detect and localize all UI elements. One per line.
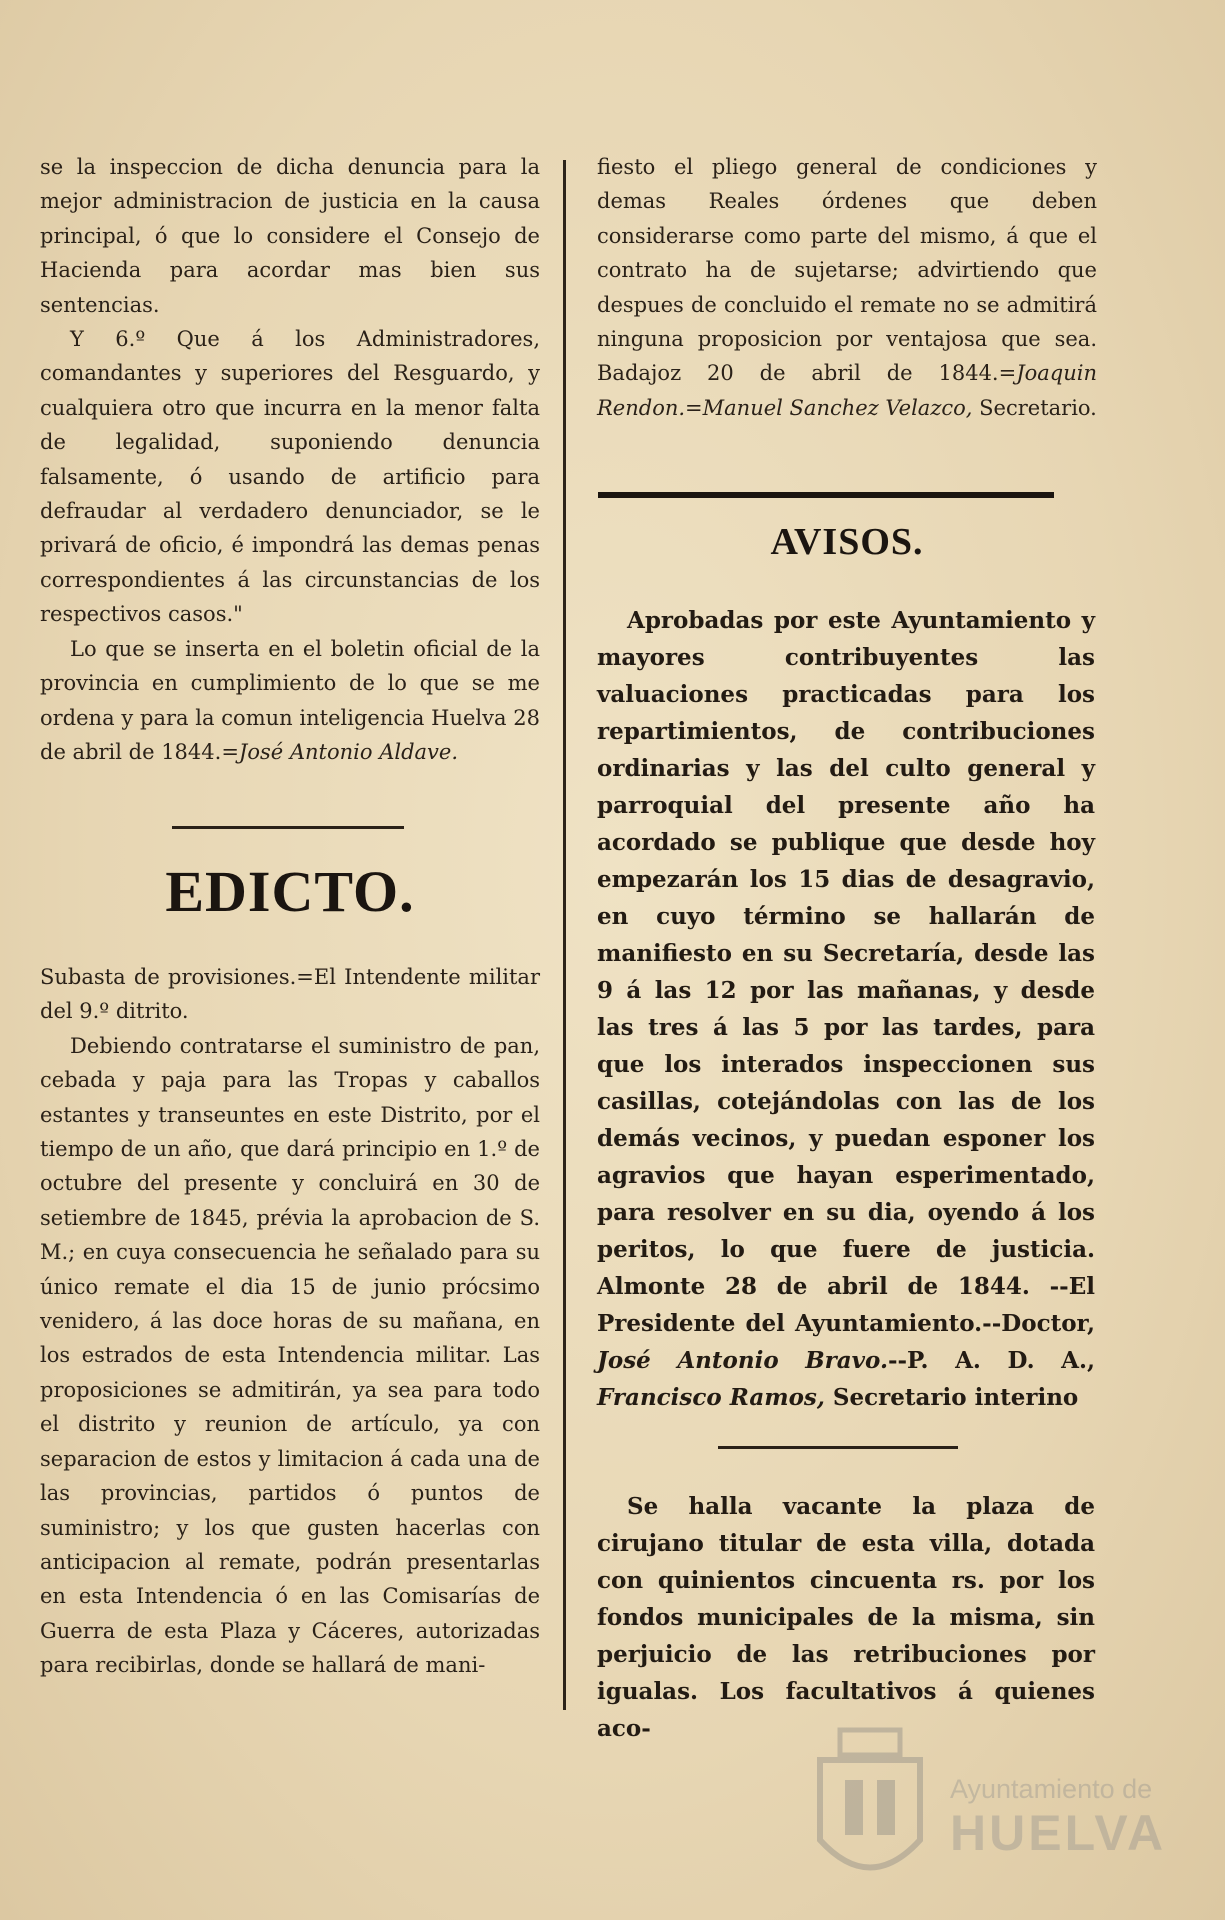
right-continuation xyxy=(597,150,1097,425)
left-paragraph-3-signature: José Antonio Aldave. xyxy=(238,739,459,764)
vacante-notice xyxy=(597,1488,1095,1747)
avisos-paragraph xyxy=(597,602,1095,1416)
edicto-body: Debiendo contratarse el suministro de pan, cebada y paja para las Tropas y caballos estantes y transeuntes en este Distrito, por el tiempo de un año, que dará principio en 1.º de octubre del presente y concluirá en 30 de setiembre de 1845, prévia la aprobacion de S. M.; en cuya consecuencia he señalado para su único remate el dia 15 de junio prócsimo venidero, á las doce horas de su mañana, en los estrados de esta Intendencia militar. Las proposiciones se admitirán, ya sea para todo el distrito y reunion de artículo, ya con separacion de estos y limitacion á cada una de las provincias, partidos ó puntos de suministro; y los que gusten hacerlas con anticipacion al remate, podrán presentarlas en esta Intendencia ó en las Comisarías de Guerra de esta Plaza y Cáceres, autorizadas para recibirlas, donde se hallará de mani- xyxy=(40,1033,540,1678)
ayuntamiento-watermark xyxy=(810,1720,1167,1890)
section-rule-right-thin xyxy=(718,1446,958,1449)
right-continuation-text: fiesto el pliego general de condiciones y demas Reales órdenes que deben considerarse como parte del mismo, á que el contrato ha de sujetarse; advirtiendo que despues de concluido el remate no se admitirá ninguna proposicion por ventajosa que sea. Badajoz 20 de abril de 1844.= xyxy=(597,155,1097,386)
avisos-body xyxy=(597,602,1095,1416)
avisos-sig-name-2: Francisco Ramos, xyxy=(597,1384,825,1411)
left-paragraph-3-text: Lo que se inserta en el boletin oficial de la provincia en cumplimiento de lo que se me ordena y para la comun inteligencia Huelva 28 de abril de 1844.= xyxy=(40,636,540,764)
left-paragraph-1: se la inspeccion de dicha denuncia para la mejor administracion de justicia en la causa principal, ó que lo considere el Consejo de Hacienda para acordar mas bien sus sentencias. xyxy=(40,155,540,317)
watermark-line-2: HUELVA xyxy=(950,1805,1167,1861)
avisos-paragraph-text: Aprobadas por este Ayuntamiento y mayores contribuyentes las valuaciones practicadas para los repartimientos, de contribuciones ordinarias y las del culto general y parroquial del presente año ha acordado se publique que desde hoy empezarán los 15 dias de desagravio, en cuyo término se hallarán de manifiesto en su Secretaría, desde las 9 á las 12 por las mañanas, y desde las tres á las 5 por las tardes, para que los interados inspeccionen sus casillas, cotejándolas con las de los demás vecinos, y puedan esponer los agravios que hayan esperimentado, para resolver en su dia, oyendo á los peritos, lo que fuere de justicia. Almonte 28 de abril de 1844. --El Presidente del Ayuntamiento.--Doctor, xyxy=(597,607,1095,1337)
edicto-heading: EDICTO. xyxy=(165,859,415,924)
crest-icon xyxy=(810,1720,930,1890)
section-rule-right xyxy=(598,492,1054,498)
left-paragraph-2: Y 6.º Que á los Administradores, comandantes y superiores del Resguardo, y cualquiera otro que incurra en la menor falta de legalidad, suponiendo denuncia falsamente, ó usando de artificio para defraudar al verdadero denunciador, se le privará de oficio, é impondrá las demas penas correspondientes á las circunstancias de los respectivos casos." xyxy=(40,327,540,627)
watermark-line-1: Ayuntamiento de xyxy=(950,1774,1153,1804)
right-signature-role: Secretario. xyxy=(979,395,1097,420)
avisos-sig-mid: --P. A. D. A., xyxy=(887,1347,1095,1374)
left-column-text xyxy=(40,150,540,769)
edicto-text xyxy=(40,960,540,1683)
edicto-subtitle: Subasta de provisiones.=El Intendente militar del 9.º ditrito. xyxy=(40,965,540,1024)
right-column-text xyxy=(597,150,1097,425)
right-signature: Joaquin Rendon.=Manuel Sanchez Velazco, xyxy=(597,361,1097,420)
vacante-paragraph: Se halla vacante la plaza de cirujano titular de esta villa, dotada con quinientos cincuenta rs. por los fondos municipales de la misma, sin perjuicio de las retribuciones por igualas. Los facultativos á quienes aco- xyxy=(597,1493,1095,1742)
avisos-sig-role: Secretario interino xyxy=(832,1384,1079,1411)
left-paragraph-3 xyxy=(40,632,540,770)
avisos-heading: AVISOS. xyxy=(770,521,924,563)
avisos-sig-name-1: José Antonio Bravo. xyxy=(597,1347,888,1374)
column-divider xyxy=(563,160,566,1710)
section-rule-left xyxy=(172,826,404,829)
